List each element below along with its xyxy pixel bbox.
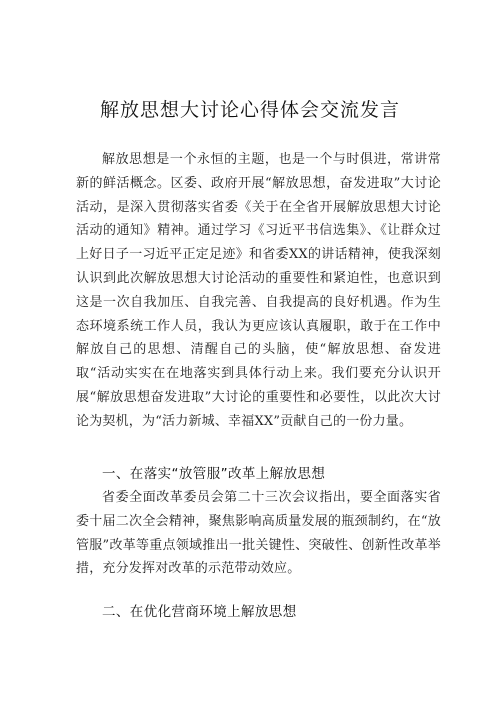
section-heading-1: 一、在落实“放管服”改革上解放思想	[102, 466, 326, 482]
section-heading-2: 二、在优化营商环境上解放思想	[102, 604, 297, 620]
intro-paragraph: 解放思想是一个永恒的主题，也是一个与时俱进，常讲常新的鲜活概念。区委、政府开展“解放思想，奋发进取”大讨论活动，是深入贯彻落实省委《关于在全省开展解放思想大讨论活动的通知》精神。通过学习《习近平书信选集》、《让群众过上好日子一习近平正定足迹》和省委XX的讲话精神，使我深刻认识到此次解放思想大讨论活动的重要性和紧迫性，也意识到这是一次自我加压、自我完善、自我提高的良好机遇。作为生态环境系统工作人员，我认为更应该认真履职，敢于在工作中解放自己的思想、清醒自己的头脑，使“解放思想、奋发进取“活动实实在在地落实到具体行动上来。我们要充分认识开展“解放思想奋发进取”大讨论的重要性和必要性，以此次大讨论为契机，为“活力新城、幸福XX”贡献自己的一份力量。	[76, 152, 441, 429]
section-1-paragraph: 省委全面改革委员会第二十三次会议指出，要全面落实省委十届二次全会精神，聚焦影响高质量发展的瓶颈制约，在“放管服”改革等重点领域推出一批关键性、突破性、创新性改革举措，充分发挥对改革的示范带动效应。	[76, 490, 441, 577]
page-title: 解放思想大讨论心得体会交流发言	[99, 99, 400, 121]
